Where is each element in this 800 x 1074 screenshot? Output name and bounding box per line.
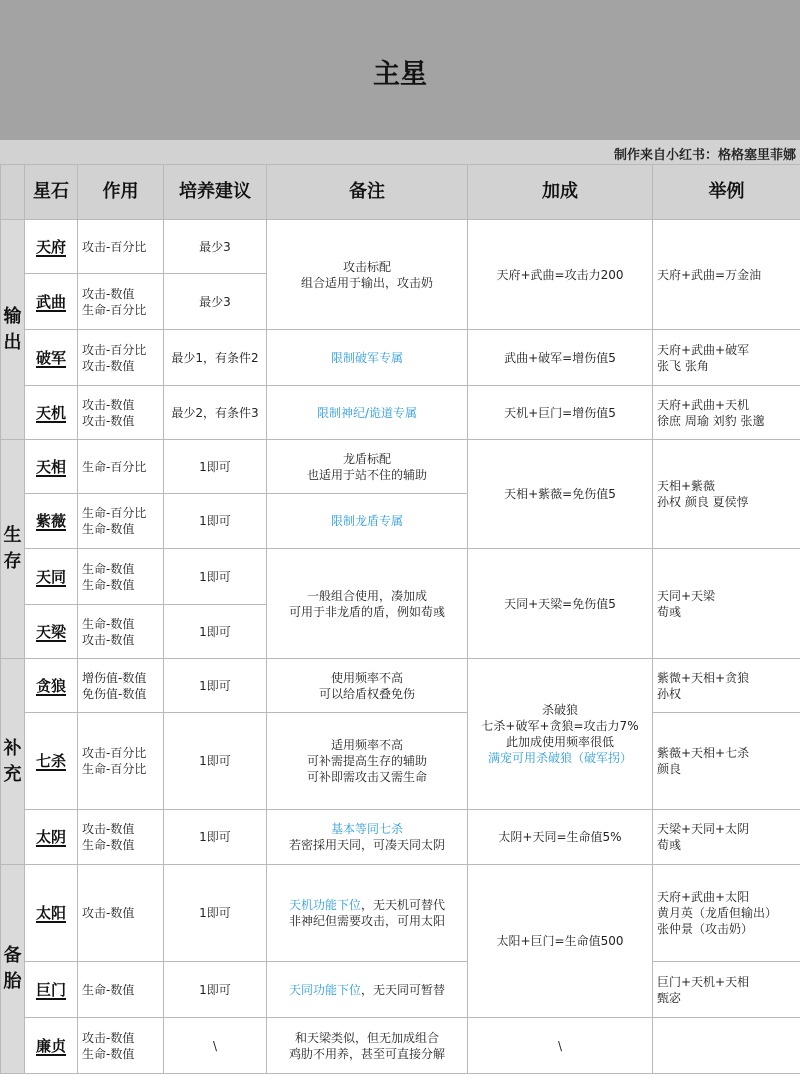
effect-cell: 生命-数值 生命-数值 xyxy=(78,549,164,605)
page-title: 主星 xyxy=(0,52,800,91)
notes-cell: 天机功能下位，无天机可替代 非神纪但需要攻击，可用太阳 xyxy=(267,865,468,962)
training-cell: 最少3 xyxy=(164,274,267,330)
example-cell: 天府+武曲=万金油 xyxy=(653,220,800,330)
star-table xyxy=(0,164,800,1074)
example-cell: 天梁+天同+太阴 荀彧 xyxy=(653,810,800,865)
training-cell: 最少3 xyxy=(164,220,267,274)
training-cell: 1即可 xyxy=(164,810,267,865)
star-name: 太阴 xyxy=(25,810,78,865)
header-blank xyxy=(1,165,25,220)
star-name: 巨门 xyxy=(25,962,78,1018)
table-row xyxy=(1,549,800,605)
effect-cell: 攻击-数值 生命-数值 xyxy=(78,1018,164,1074)
effect-cell: 生命-百分比 xyxy=(78,440,164,494)
bonus-cell: 天机+巨门=增伤值5 xyxy=(468,386,653,440)
table-row xyxy=(1,713,800,810)
bonus-cell: 太阳+巨门=生命值500 xyxy=(468,865,653,1018)
notes-cell: 和天梁类似，但无加成组合 鸡肋不用养，甚至可直接分解 xyxy=(267,1018,468,1074)
bonus-cell: 天府+武曲=攻击力200 xyxy=(468,220,653,330)
training-cell: \ xyxy=(164,1018,267,1074)
header-training: 培养建议 xyxy=(164,165,267,220)
star-name: 天同 xyxy=(25,549,78,605)
effect-cell: 攻击-百分比 xyxy=(78,220,164,274)
bonus-cell: 天相+紫薇=免伤值5 xyxy=(468,440,653,549)
notes-cell: 限制神纪/诡道专属 xyxy=(267,386,468,440)
example-cell: 巨门+天机+天相 甄宓 xyxy=(653,962,800,1018)
table-row xyxy=(1,440,800,494)
effect-cell: 攻击-百分比 生命-百分比 xyxy=(78,713,164,810)
example-cell: 天府+武曲+天机 徐庶 周瑜 刘豹 张邈 xyxy=(653,386,800,440)
effect-cell: 生命-百分比 生命-数值 xyxy=(78,494,164,549)
header-effect: 作用 xyxy=(78,165,164,220)
example-cell: 天同+天梁 荀彧 xyxy=(653,549,800,659)
star-name: 天府 xyxy=(25,220,78,274)
table-row xyxy=(1,659,800,713)
table-row xyxy=(1,1018,800,1074)
table-row xyxy=(1,386,800,440)
example-cell: 紫微+天相+贪狼 孙权 xyxy=(653,659,800,713)
bonus-cell: 太阴+天同=生命值5% xyxy=(468,810,653,865)
notes-cell: 适用频率不高 可补需提高生存的辅助 可补即需攻击又需生命 xyxy=(267,713,468,810)
bonus-cell: 杀破狼 七杀+破军+贪狼=攻击力7% 此加成使用频率很低 满宠可用杀破狼（破军拐） xyxy=(468,659,653,810)
table-row xyxy=(1,962,800,1018)
effect-cell: 生命-数值 攻击-数值 xyxy=(78,605,164,659)
training-cell: 最少2，有条件3 xyxy=(164,386,267,440)
example-cell: 天府+武曲+太阳 黄月英（龙盾但输出） 张仲景（攻击奶） xyxy=(653,865,800,962)
star-name: 贪狼 xyxy=(25,659,78,713)
star-name: 天机 xyxy=(25,386,78,440)
header-star: 星石 xyxy=(25,165,78,220)
training-cell: 1即可 xyxy=(164,494,267,549)
notes-cell: 龙盾标配 也适用于站不住的辅助 xyxy=(267,440,468,494)
bonus-cell: 武曲+破军=增伤值5 xyxy=(468,330,653,386)
training-cell: 1即可 xyxy=(164,962,267,1018)
training-cell: 1即可 xyxy=(164,865,267,962)
group-backup: 备 胎 xyxy=(1,865,25,1074)
table-header-row xyxy=(1,165,800,220)
bonus-cell: 天同+天梁=免伤值5 xyxy=(468,549,653,659)
table-row xyxy=(1,220,800,274)
example-cell: 紫薇+天相+七杀 颜良 xyxy=(653,713,800,810)
star-name: 太阳 xyxy=(25,865,78,962)
star-name: 廉贞 xyxy=(25,1018,78,1074)
effect-cell: 生命-数值 xyxy=(78,962,164,1018)
training-cell: 1即可 xyxy=(164,713,267,810)
star-name: 破军 xyxy=(25,330,78,386)
effect-cell: 攻击-百分比 攻击-数值 xyxy=(78,330,164,386)
example-cell: 天府+武曲+破军 张飞 张角 xyxy=(653,330,800,386)
notes-cell: 一般组合使用，凑加成 可用于非龙盾的盾，例如荀彧 xyxy=(267,549,468,659)
table-row xyxy=(1,865,800,962)
star-name: 天相 xyxy=(25,440,78,494)
notes-cell: 限制破军专属 xyxy=(267,330,468,386)
title-banner xyxy=(0,0,800,140)
example-cell xyxy=(653,1018,800,1074)
credit-text: 制作来自小红书：格格塞里菲娜 xyxy=(614,144,796,163)
star-name: 武曲 xyxy=(25,274,78,330)
header-notes: 备注 xyxy=(267,165,468,220)
star-name: 紫薇 xyxy=(25,494,78,549)
notes-cell: 限制龙盾专属 xyxy=(267,494,468,549)
group-output: 输 出 xyxy=(1,220,25,440)
example-cell: 天相+紫薇 孙权 颜良 夏侯惇 xyxy=(653,440,800,549)
training-cell: 1即可 xyxy=(164,605,267,659)
star-name: 七杀 xyxy=(25,713,78,810)
star-name: 天梁 xyxy=(25,605,78,659)
effect-cell: 增伤值-数值 免伤值-数值 xyxy=(78,659,164,713)
notes-cell: 天同功能下位，无天同可暂替 xyxy=(267,962,468,1018)
training-cell: 1即可 xyxy=(164,549,267,605)
group-supplement: 补 充 xyxy=(1,659,25,865)
credit-bar xyxy=(0,140,800,164)
training-cell: 最少1，有条件2 xyxy=(164,330,267,386)
notes-cell: 使用频率不高 可以给盾权叠免伤 xyxy=(267,659,468,713)
notes-cell: 基本等同七杀 若密採用天同，可凑天同太阴 xyxy=(267,810,468,865)
effect-cell: 攻击-数值 生命-数值 xyxy=(78,810,164,865)
table-row xyxy=(1,330,800,386)
effect-cell: 攻击-数值 生命-百分比 xyxy=(78,274,164,330)
notes-cell: 攻击标配 组合适用于输出，攻击奶 xyxy=(267,220,468,330)
effect-cell: 攻击-数值 xyxy=(78,865,164,962)
training-cell: 1即可 xyxy=(164,659,267,713)
group-survival: 生 存 xyxy=(1,440,25,659)
header-bonus: 加成 xyxy=(468,165,653,220)
training-cell: 1即可 xyxy=(164,440,267,494)
header-example: 举例 xyxy=(653,165,800,220)
bonus-cell: \ xyxy=(468,1018,653,1074)
effect-cell: 攻击-数值 攻击-数值 xyxy=(78,386,164,440)
table-row xyxy=(1,810,800,865)
